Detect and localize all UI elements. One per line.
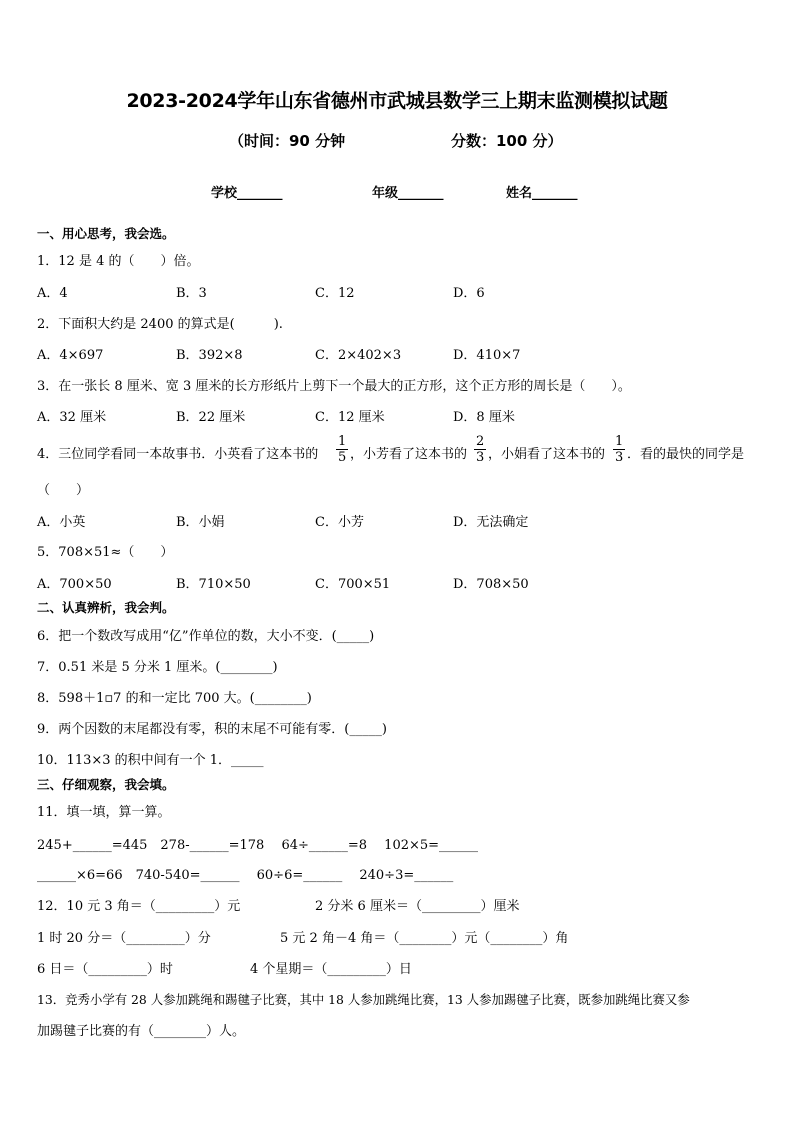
q5-option-c: C．700×51 [315, 577, 391, 592]
question-9: 9．两个因数的末尾都没有零，积的末尾不可能有零．(_____) [37, 722, 387, 737]
fraction-denominator: 5 [338, 450, 347, 465]
question-1: 1．12 是 4 的（ ）倍。 [37, 254, 200, 269]
q3-option-d: D．8 厘米 [453, 410, 515, 425]
q1-option-c: C．12 [315, 286, 355, 301]
q3-option-a: A．32 厘米 [37, 410, 107, 425]
question-4-part-3: ，小娟看了这本书的 [488, 447, 606, 462]
q12-row-1-left: 12．10 元 3 角＝（_________）元 [37, 899, 241, 914]
question-7: 7．0.51 米是 5 分米 1 厘米。(________) [37, 660, 278, 675]
name-field: 姓名_______ [506, 186, 578, 201]
q1-option-b: B．3 [176, 286, 207, 301]
fraction-one-fifth [336, 434, 348, 465]
grade-field: 年级_______ [372, 186, 444, 201]
section-1-heading: 一、用心思考，我会选。 [37, 226, 175, 241]
q4-option-d: D．无法确定 [453, 515, 529, 530]
question-5: 5．708×51≈（ ） [37, 545, 174, 560]
question-4-part-4: ．看的最快的同学是 [627, 447, 745, 462]
q11-row-1: 245+______=445 278-______=178 64÷______=8 102×5=______ [37, 838, 479, 853]
q12-row-2-left: 1 时 20 分＝（_________）分 [37, 931, 211, 946]
q12-row-1-right: 2 分米 6 厘米＝（_________）厘米 [315, 899, 520, 914]
question-2: 2．下面积大约是 2400 的算式是( ). [37, 317, 283, 332]
q2-option-d: D．410×7 [453, 348, 521, 363]
question-4-part-1: 4．三位同学看同一本故事书．小英看了这本书的 [37, 447, 319, 462]
exam-score: 分数：100 分） [451, 132, 563, 150]
fraction-denominator: 3 [476, 450, 485, 465]
question-4-part-2: ，小芳看了这本书的 [350, 447, 468, 462]
question-4-paren: （ ） [37, 483, 90, 498]
question-13-line-2: 加踢毽子比赛的有（________）人。 [37, 1024, 246, 1039]
q3-option-b: B．22 厘米 [176, 410, 246, 425]
exam-time: （时间：90 分钟 [229, 132, 346, 150]
exam-title: 2023-2024学年山东省德州市武城县数学三上期末监测模拟试题 [126, 90, 668, 112]
q2-option-b: B．392×8 [176, 348, 243, 363]
fraction-two-thirds [474, 434, 486, 465]
section-3-heading: 三、仔细观察，我会填。 [37, 777, 175, 792]
fraction-numerator: 1 [615, 434, 624, 449]
q3-option-c: C．12 厘米 [315, 410, 385, 425]
fraction-numerator: 1 [338, 434, 347, 449]
question-11: 11．填一填，算一算。 [37, 805, 171, 820]
question-3: 3．在一张长 8 厘米、宽 3 厘米的长方形纸片上剪下一个最大的正方形，这个正方形的周长是（ ）。 [37, 379, 631, 394]
q4-option-a: A．小英 [37, 515, 86, 530]
q1-option-d: D．6 [453, 286, 485, 301]
q11-row-2: ______×6=66 740-540=______ 60÷6=______ 240÷3=______ [37, 868, 454, 883]
q1-option-a: A．4 [37, 286, 68, 301]
fraction-numerator: 2 [476, 434, 485, 449]
section-2-heading: 二、认真辨析，我会判。 [37, 600, 175, 615]
fraction-one-third [613, 434, 625, 465]
q12-row-3-right: 4 个星期＝（_________）日 [250, 962, 412, 977]
q2-option-c: C．2×402×3 [315, 348, 402, 363]
question-13-line-1: 13．竞秀小学有 28 人参加跳绳和踢毽子比赛，其中 18 人参加跳绳比赛，13 人参加踢毽子比赛，既参加跳绳比赛又参 [37, 992, 690, 1007]
fraction-denominator: 3 [615, 450, 624, 465]
q5-option-a: A．700×50 [37, 577, 112, 592]
q5-option-d: D．708×50 [453, 577, 529, 592]
question-8: 8．598＋1▫7 的和一定比 700 大。(________) [37, 691, 312, 706]
school-field: 学校_______ [211, 186, 283, 201]
q2-option-a: A．4×697 [37, 348, 104, 363]
q4-option-b: B．小娟 [176, 515, 225, 530]
q12-row-3-left: 6 日＝（_________）时 [37, 962, 173, 977]
q12-row-2-right: 5 元 2 角－4 角＝（________）元（________）角 [280, 931, 569, 946]
question-6: 6．把一个数改写成用“亿”作单位的数，大小不变．(_____) [37, 629, 375, 644]
question-10: 10．113×3 的积中间有一个 1．_____ [37, 753, 264, 768]
q5-option-b: B．710×50 [176, 577, 251, 592]
q4-option-c: C．小芳 [315, 515, 364, 530]
